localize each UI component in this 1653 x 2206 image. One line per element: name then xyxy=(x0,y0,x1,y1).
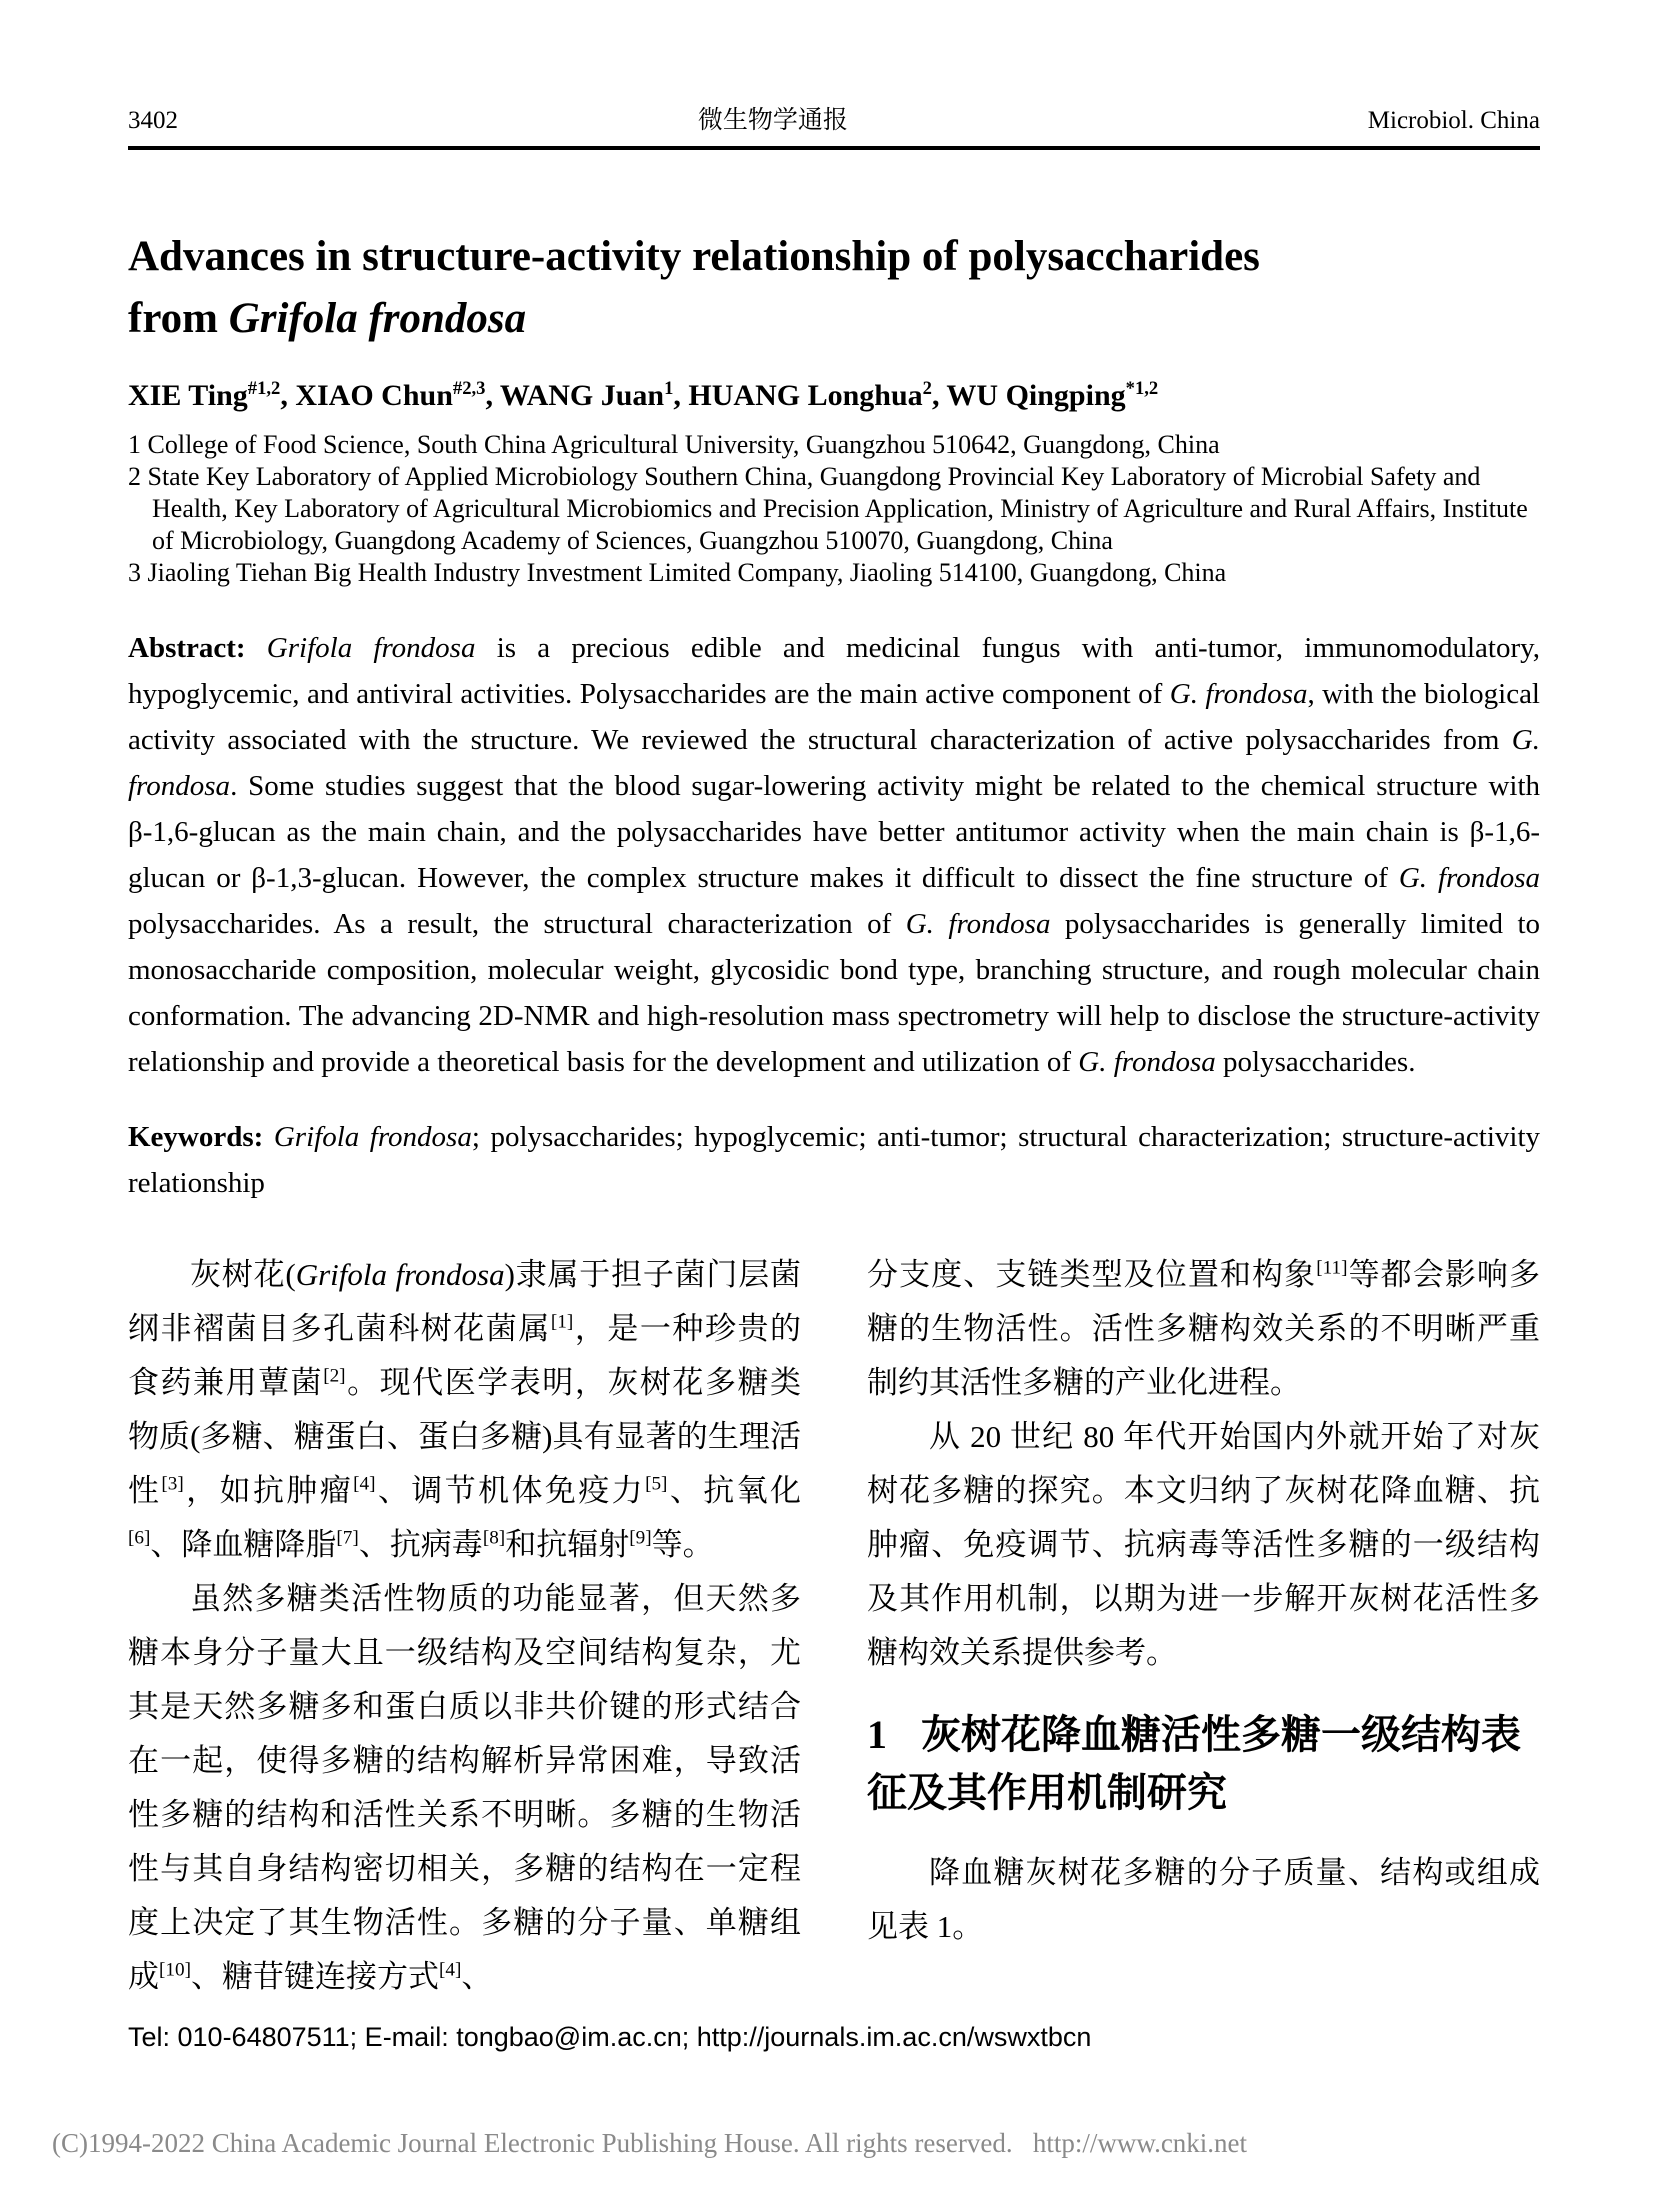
paragraph: 虽然多糖类活性物质的功能显著，但天然多糖本身分子量大且一级结构及空间结构复杂，尤其是天然多糖多和蛋白质以非共价键的形式结合在一起，使得多糖的结构解析异常困难，导致活性多糖的结构和活性关系不明晰。多糖的生物活性与其自身结构密切相关，多糖的结构在一定程度上决定了其生物活性。多糖的分子量、单糖组成[10]、糖苷键连接方式[4]、 xyxy=(128,1581,801,1995)
body-columns xyxy=(128,1248,1540,2004)
affiliation-item: 1 College of Food Science, South China Agricultural University, Guangzhou 510642, Guangdong, China xyxy=(128,430,1220,460)
page-number: 3402 xyxy=(128,107,178,134)
copyright-line: (C)1994-2022 China Academic Journal Electronic Publishing House. All rights reserved. http://www.cnki.net xyxy=(52,2128,1248,2158)
journal-title-cn: 微生物学通报 xyxy=(697,107,848,134)
paragraph: 灰树花(Grifola frondosa)隶属于担子菌门层菌纲非褶菌目多孔菌科树花菌属[1]，是一种珍贵的食药兼用蕈菌[2]。现代医学表明，灰树花多糖类物质(多糖、糖蛋白、蛋白多糖)具有显著的生理活性[3]，如抗肿瘤[4]、调节机体免疫力[5]、抗氧化[6]、降血糖降脂[7]、抗病毒[8]和抗辐射[9]等。 xyxy=(128,1257,802,1563)
abstract-label: Abstract: xyxy=(128,632,267,665)
right-column xyxy=(867,1248,1540,2004)
keywords-text: Grifola frondosa; polysaccharides; hypoglycemic; anti-tumor; structural characterization; structure-activity relationship xyxy=(128,1121,1541,1200)
keywords-label: Keywords: xyxy=(128,1121,274,1154)
section-number: 1 xyxy=(867,1712,887,1758)
section-title: 灰树花降血糖活性多糖一级结构表征及其作用机制研究 xyxy=(867,1712,1521,1816)
affiliation-item: 3 Jiaoling Tiehan Big Health Industry Investment Limited Company, Jiaoling 514100, Guangdong, China xyxy=(128,558,1227,588)
header-rule xyxy=(128,146,1540,150)
authors-line: XIE Ting$^{\#1,2}$, XIAO Chun$^{\#2,3}$, WANG Juan$^1$, HUANG Longhua$^2$, WU Qingping$^{*1,2}$ xyxy=(128,378,1159,413)
right-column-top xyxy=(867,1248,1540,1680)
abstract-text: Grifola frondosa is a precious edible and medicinal fungus with anti-tumor, immunomodulatory, hypoglycemic, and antiviral activities. Polysaccharides are the main active component of G. frondosa, with the biological activity associated with the structure. We reviewed the structural characterization of active polysaccharides from G. frondosa. Some studies suggest that the blood sugar-lowering activity might be related to the chemical structure with β-1,6-glucan as the main chain, and the polysaccharides have better antitumor activity when the main chain is β-1,6-glucan or β-1,3-glucan. However, the complex structure makes it difficult to dissect the fine structure of G. frondosa polysaccharides. As a result, the structural characterization of G. frondosa polysaccharides is generally limited to monosaccharide composition, molecular weight, glycosidic bond type, branching structure, and rough molecular chain conformation. The advancing 2D-NMR and high-resolution mass spectrometry will help to disclose the structure-activity relationship and provide a theoretical basis for the development and utilization of G. frondosa polysaccharides. xyxy=(128,632,1540,1079)
paragraph: 降血糖灰树花多糖的分子质量、结构或组成见表 1。 xyxy=(867,1855,1540,1945)
keywords-section xyxy=(128,1114,1540,1206)
abstract-section xyxy=(128,625,1540,1085)
page-header xyxy=(128,0,1540,136)
paragraph: 分支度、支链类型及位置和构象[11]等都会影响多糖的生物活性。活性多糖构效关系的不明晰严重制约其活性多糖的产业化进程。 xyxy=(867,1257,1540,1401)
left-column xyxy=(128,1248,801,2004)
footer-contact: Tel: 010-64807511; E-mail: tongbao@im.ac.cn; http://journals.im.ac.cn/wswxtbcn xyxy=(128,2022,1092,2052)
section-heading xyxy=(867,1706,1540,1822)
journal-title-en: Microbiol. China xyxy=(1367,107,1540,134)
affiliation-list xyxy=(128,429,1540,589)
paragraph: 从 20 世纪 80 年代开始国内外就开始了对灰树花多糖的探究。本文归纳了灰树花降血糖、抗肿瘤、免疫调节、抗病毒等活性多糖的一级结构及其作用机制，以期为进一步解开灰树花活性多糖构效关系提供参考。 xyxy=(867,1419,1540,1671)
page-content xyxy=(128,0,1540,2004)
article-title: Advances in structure-activity relationship of polysaccharides from Grifola frondosa xyxy=(128,233,1260,343)
affiliation-item: 2 State Key Laboratory of Applied Microbiology Southern China, Guangdong Provincial Key Laboratory of Microbial Safety and Health, Key Laboratory of Agricultural Microbiomics and Precision Application, Ministry of Agriculture and Rural Affairs, Institute of Microbiology, Guangdong Academy of Sciences, Guangzhou 510070, Guangdong, China xyxy=(128,462,1528,556)
right-column-bottom xyxy=(867,1846,1540,1954)
